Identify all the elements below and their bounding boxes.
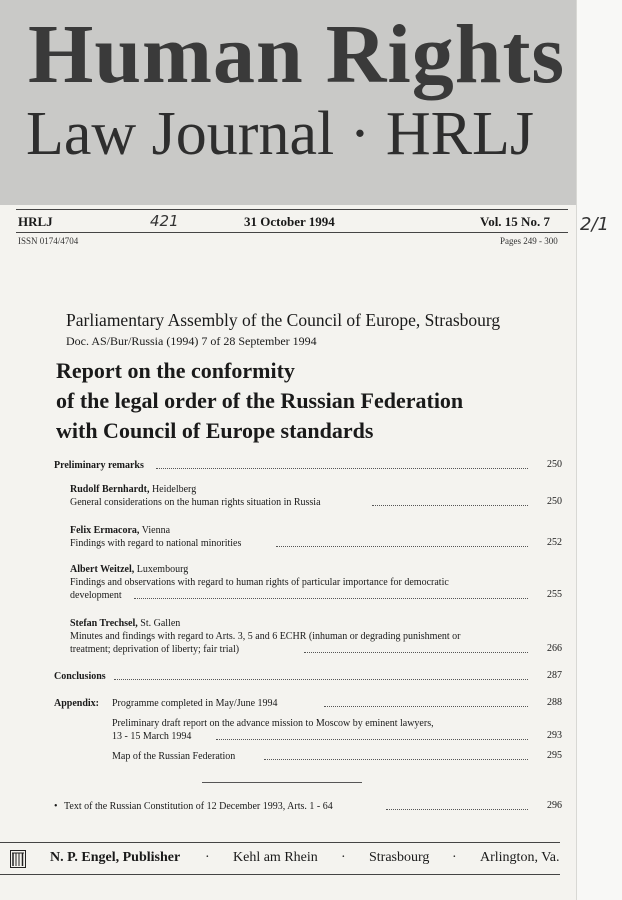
toc-preliminary-label: Preliminary remarks <box>54 460 144 471</box>
toc-constitution-page: 296 <box>547 800 562 811</box>
toc-weitzel-text-1: Findings and observations with regard to human rights of particular importance for democratic <box>70 577 449 588</box>
report-title-line-3: with Council of Europe standards <box>56 418 374 443</box>
leader-dots <box>114 679 528 680</box>
toc-appendix-item-2-page: 293 <box>547 730 562 741</box>
leader-dots <box>134 598 528 599</box>
page-range: Pages 249 - 300 <box>500 236 558 246</box>
footer-separator: · <box>205 850 210 865</box>
footer-top-rule <box>0 842 560 843</box>
footer-separator: · <box>341 850 346 865</box>
footer-city-kehl: Kehl am Rhein <box>233 850 318 865</box>
document-reference: Doc. AS/Bur/Russia (1994) 7 of 28 September 1994 <box>66 334 317 348</box>
toc-preliminary-page: 250 <box>547 459 562 470</box>
toc-trechsel-page: 266 <box>547 643 562 654</box>
margin-note: 2/1 <box>580 214 609 235</box>
toc-appendix-item-2-line-2: 13 - 15 March 1994 <box>112 731 192 742</box>
toc-weitzel-page: 255 <box>547 589 562 600</box>
leader-dots <box>216 739 528 740</box>
leader-dots <box>304 652 528 653</box>
toc-ermacora-text: Findings with regard to national minorities <box>70 538 242 549</box>
publisher-name: N. P. Engel, Publisher <box>50 850 181 865</box>
toc-trechsel-text-2: treatment; deprivation of liberty; fair trial) <box>70 644 240 655</box>
toc-bernhardt-text: General considerations on the human rights situation in Russia <box>70 497 321 508</box>
author-ermacora: Felix Ermacora, Vienna <box>70 525 171 536</box>
masthead-band <box>0 0 576 205</box>
toc-appendix-label: Appendix: <box>54 698 100 709</box>
toc-appendix-item-3: Map of the Russian Federation <box>112 751 236 762</box>
footer-separator: · <box>452 850 457 865</box>
header-bottom-rule <box>16 232 568 233</box>
leader-dots <box>386 809 528 810</box>
toc-ermacora-page: 252 <box>547 537 562 548</box>
toc-trechsel-text-1: Minutes and findings with regard to Arts. 3, 5 and 6 ECHR (inhuman or degrading punishment or <box>70 631 461 642</box>
footer-city-strasbourg: Strasbourg <box>369 850 430 865</box>
author-trechsel: Stefan Trechsel, St. Gallen <box>70 618 181 629</box>
section-divider <box>202 782 362 783</box>
leader-dots <box>372 505 528 506</box>
masthead-subtitle: Law Journal · HRLJ <box>26 100 534 168</box>
issn: ISSN 0174/4704 <box>18 236 79 246</box>
toc-constitution-bullet: • <box>54 801 58 812</box>
toc-conclusions-label: Conclusions <box>54 671 106 682</box>
author-bernhardt: Rudolf Bernhardt, Heidelberg <box>70 484 197 495</box>
journal-abbr: HRLJ <box>18 214 53 229</box>
toc-appendix-item-1-page: 288 <box>547 697 562 708</box>
toc-appendix-item-3-page: 295 <box>547 750 562 761</box>
leader-dots <box>276 546 528 547</box>
toc-appendix-item-2-line-1: Preliminary draft report on the advance mission to Moscow by eminent lawyers, <box>112 718 434 729</box>
masthead-title: Human Rights <box>28 8 566 101</box>
leader-dots <box>264 759 528 760</box>
toc-conclusions-page: 287 <box>547 670 562 681</box>
footer-bottom-rule <box>0 874 560 875</box>
toc-weitzel-text-2: development <box>70 590 122 601</box>
footer-city-arlington: Arlington, Va. <box>480 850 560 865</box>
toc-constitution-text: Text of the Russian Constitution of 12 December 1993, Arts. 1 - 64 <box>64 801 333 812</box>
author-weitzel: Albert Weitzel, Luxembourg <box>70 564 189 575</box>
page-edge <box>576 0 622 900</box>
header-top-rule <box>16 209 568 210</box>
leader-dots <box>324 706 528 707</box>
assembly-line: Parliamentary Assembly of the Council of Europe, Strasbourg <box>66 310 501 330</box>
leader-dots <box>156 468 528 469</box>
report-title-line-1: Report on the conformity <box>56 358 295 383</box>
issue-volume: Vol. 15 No. 7 <box>480 214 550 229</box>
issue-date: 31 October 1994 <box>244 214 335 229</box>
handwritten-number: 421 <box>150 212 179 230</box>
report-title-line-2: of the legal order of the Russian Federation <box>56 388 464 413</box>
publisher-logo-icon <box>10 850 26 868</box>
toc-bernhardt-page: 250 <box>547 496 562 507</box>
toc-appendix-item-1: Programme completed in May/June 1994 <box>112 698 278 709</box>
